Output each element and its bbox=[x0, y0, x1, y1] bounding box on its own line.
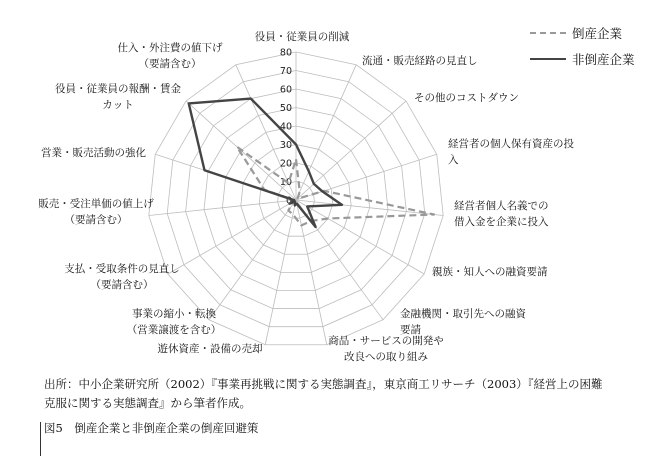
legend-item-1 bbox=[530, 46, 635, 72]
category-label-line: 支払・受取条件の見直し bbox=[64, 263, 180, 275]
category-label bbox=[414, 91, 519, 104]
category-label-line: 経営者個人名義での bbox=[454, 200, 549, 212]
category-label-line: （営業譲渡を含む） bbox=[126, 324, 222, 336]
radar-grid bbox=[149, 52, 443, 345]
legend-swatch-dashed bbox=[530, 32, 566, 34]
legend-swatch-solid bbox=[530, 58, 566, 60]
category-label bbox=[38, 197, 154, 226]
category-label-line: 事業の縮小・転換 bbox=[132, 308, 216, 320]
category-label bbox=[432, 265, 548, 278]
category-label-line: 借入金を企業に投入 bbox=[454, 216, 549, 228]
category-label bbox=[400, 307, 526, 336]
category-label bbox=[328, 334, 444, 363]
legend-label: 非倒産企業 bbox=[572, 52, 635, 67]
category-label-line: 商品・サービスの開発や bbox=[328, 335, 444, 347]
category-label-line: 営業・販売活動の強化 bbox=[41, 147, 146, 159]
source-note bbox=[44, 375, 604, 413]
category-label-line: 経営者の個人保有資産の投 bbox=[448, 138, 574, 150]
axis-tick-label: 80 bbox=[279, 47, 292, 59]
source-line-2: 克服に関する実態調査』から筆者作成。 bbox=[44, 396, 251, 410]
category-label-line: 役員・従業員の報酬・賃金 bbox=[55, 83, 181, 95]
axis-tick-label: 70 bbox=[279, 66, 292, 77]
category-label-line: 役員・従業員の削減 bbox=[254, 31, 350, 43]
category-label-line: 流通・販売経路の見直し bbox=[362, 55, 478, 67]
series-line-bankrupt bbox=[237, 147, 434, 226]
category-label-line: 仕入・外注費の値下げ bbox=[117, 42, 223, 54]
category-label bbox=[118, 41, 223, 70]
figure-caption: 図5 倒産企業と非倒産企業の倒産回避策 bbox=[44, 421, 259, 435]
category-label-line: （要請含む） bbox=[90, 279, 154, 291]
category-label bbox=[255, 30, 350, 43]
category-label-line: 改良への取り組み bbox=[344, 351, 428, 363]
category-label-line: （要請含む） bbox=[138, 58, 202, 70]
series-line-non-bankrupt bbox=[189, 99, 342, 227]
category-label-line: カット bbox=[102, 99, 134, 111]
category-label-line: 親族・知人への融資要請 bbox=[432, 266, 548, 278]
category-label-line: （要請含む） bbox=[64, 214, 128, 226]
category-label bbox=[448, 137, 574, 166]
category-label-line: 入 bbox=[448, 154, 459, 166]
category-label bbox=[64, 262, 180, 291]
source-line-1: 出所：中小企業研究所（2002）『事業再挑戦に関する実態調査』，東京商工リサーチ（2003）『経営上の困難 bbox=[44, 377, 603, 391]
category-label-line: 要請 bbox=[400, 324, 421, 336]
category-label bbox=[158, 342, 263, 355]
axis-tick-label: 60 bbox=[279, 84, 292, 96]
category-label bbox=[55, 82, 181, 111]
category-label-line: 販売・受注単価の値上げ bbox=[38, 198, 154, 210]
caption-rule bbox=[40, 422, 41, 456]
legend-item-0 bbox=[530, 20, 635, 46]
category-label bbox=[454, 199, 549, 228]
category-label-line: 遊休資産・設備の売却 bbox=[157, 343, 263, 355]
axis-tick-label: 20 bbox=[279, 158, 292, 170]
legend bbox=[530, 20, 635, 72]
axis-tick-label: 40 bbox=[279, 121, 292, 133]
category-label bbox=[41, 146, 146, 159]
category-label-line: その他のコストダウン bbox=[414, 92, 519, 104]
grid-spoke bbox=[296, 101, 406, 200]
category-label-line: 金融機関・取引先への融資 bbox=[400, 308, 526, 320]
axis-tick-label: 50 bbox=[279, 103, 292, 114]
axis-tick-label: 30 bbox=[279, 140, 292, 151]
axis-tick-label: 0 bbox=[285, 195, 292, 207]
legend-label: 倒産企業 bbox=[572, 26, 623, 41]
category-label bbox=[362, 54, 478, 67]
axis-tick-label: 10 bbox=[279, 177, 292, 188]
category-label bbox=[127, 307, 222, 336]
